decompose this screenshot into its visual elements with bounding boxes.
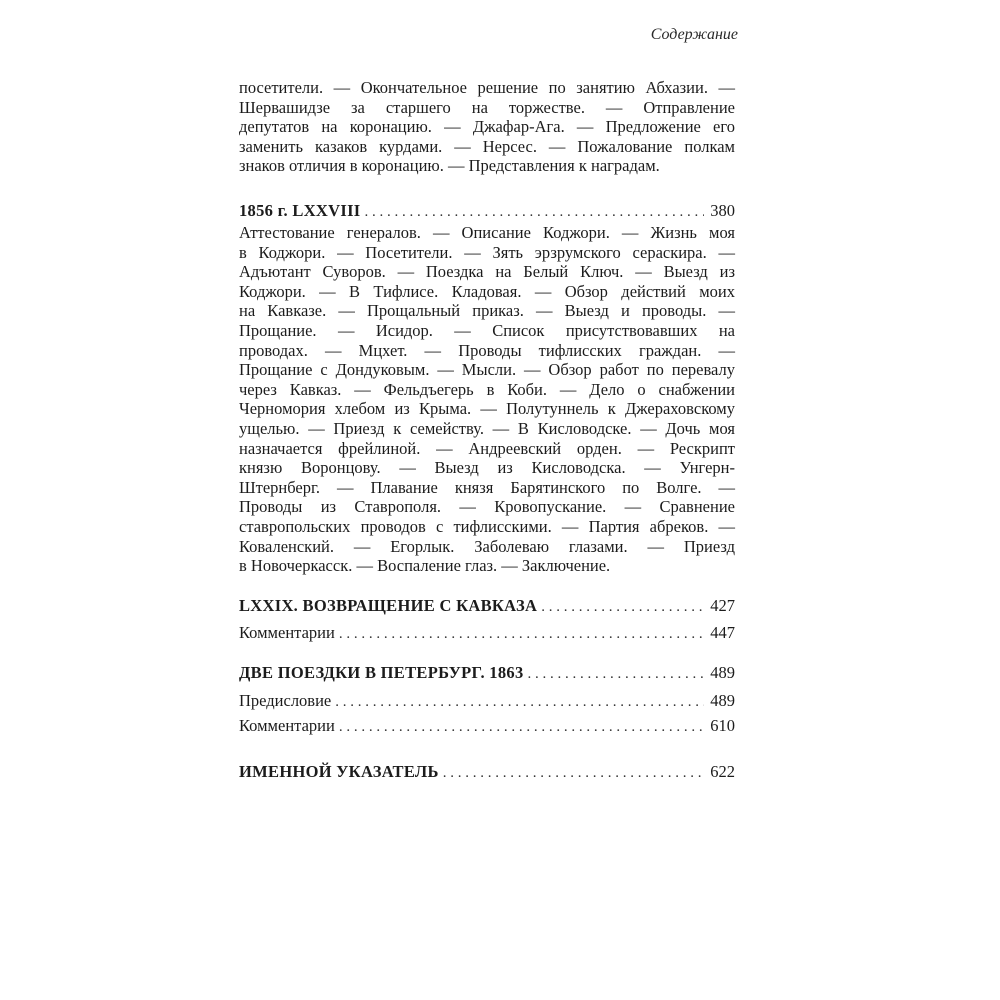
toc-entry-section[interactable]	[239, 663, 735, 683]
leader-dots	[528, 666, 705, 683]
toc-entry-title: Комментарии	[239, 716, 335, 735]
toc-entry-chapter[interactable]	[239, 596, 735, 616]
summary-line: ставропольских проводов с тифлисскими. — Партия абреков. —	[239, 516, 735, 536]
summary-line: назначается фрейлиной. — Андреевский орден. — Рескрипт	[239, 438, 735, 458]
toc-entry-title: ИМЕННОЙ УКАЗАТЕЛЬ	[239, 762, 439, 781]
summary-line: в Новочеркасск. — Воспаление глаз. — Заключение.	[239, 556, 611, 576]
summary-line: князю Воронцову. — Выезд из Кисловодска. — Унгерн-	[239, 458, 735, 478]
summary-line: Коджори. — В Тифлисе. Кладовая. — Обзор действий моих	[239, 281, 735, 301]
summary-line: Штернберг. — Плавание князя Барятинского по Волге. —	[239, 477, 735, 497]
chapter-summary	[239, 223, 735, 576]
toc-page-number: 610	[710, 716, 735, 735]
summary-line: Аттестование генералов. — Описание Коджори. — Жизнь моя	[239, 223, 735, 242]
toc-entry-title: LXXIX. ВОЗВРАЩЕНИЕ С КАВКАЗА	[239, 596, 538, 615]
summary-line: Коваленский. — Егорлык. Заболеваю глазами. — Приезд	[239, 536, 735, 556]
toc-entry-1856[interactable]	[239, 201, 735, 221]
toc-entry-title: ДВЕ ПОЕЗДКИ В ПЕТЕРБУРГ. 1863	[239, 663, 524, 682]
summary-line: Проводы из Ставрополя. — Кровопускание. — Сравнение	[239, 497, 735, 517]
summary-line: Прощание с Дондуковым. — Мысли. — Обзор работ по перевалу	[239, 360, 735, 380]
paragraph-line: депутатов на коронацию. — Джафар-Ага. — Предложение его	[239, 117, 735, 137]
leader-dots	[339, 626, 704, 643]
summary-line: ущелью. — Приезд к семейству. — В Кисловодске. — Дочь моя	[239, 418, 735, 438]
summary-line: Адъютант Суворов. — Поездка на Белый Ключ. — Выезд из	[239, 262, 735, 282]
toc-entry-comments[interactable]	[239, 716, 735, 736]
toc-page-number: 489	[710, 691, 735, 710]
toc-entry-title: Комментарии	[239, 623, 335, 642]
toc-page-number: 427	[710, 596, 735, 615]
summary-line: на Кавказе. — Прощальный приказ. — Выезд и проводы. —	[239, 301, 735, 321]
toc-entry-comments[interactable]	[239, 623, 735, 643]
continued-paragraph	[239, 78, 735, 176]
summary-line: Черномория хлебом из Крыма. — Полутуннель к Джераховскому	[239, 399, 735, 419]
toc-page-number: 622	[710, 762, 735, 781]
paragraph-line: знаков отличия в коронацию. — Представления к наградам.	[239, 156, 660, 176]
summary-line: Прощание. — Исидор. — Список присутствовавших на	[239, 320, 735, 340]
summary-line: в Коджори. — Посетители. — Зять эрзрумского сераскира. —	[239, 242, 735, 262]
leader-dots	[541, 599, 704, 616]
toc-page-number: 380	[710, 201, 735, 220]
leader-dots	[443, 765, 705, 782]
running-head: Содержание	[650, 26, 738, 43]
summary-line: через Кавказ. — Фельдъегерь в Коби. — Дело о снабжении	[239, 379, 735, 399]
toc-entry-title: 1856 г. LXXVIII	[239, 201, 361, 220]
summary-line: проводах. — Мцхет. — Проводы тифлисских граждан. —	[239, 340, 735, 360]
toc-page-number: 489	[710, 663, 735, 682]
paragraph-line: заменить казаков курдами. — Нерсес. — Пожалование полкам	[239, 136, 735, 156]
toc-page-number: 447	[710, 623, 735, 642]
toc-entry-index[interactable]	[239, 762, 735, 782]
leader-dots	[335, 694, 704, 711]
leader-dots	[339, 719, 704, 736]
toc-entry-preface[interactable]	[239, 691, 735, 711]
paragraph-line: посетители. — Окончательное решение по занятию Абхазии. —	[239, 78, 735, 97]
paragraph-line: Шервашидзе за старшего на торжестве. — Отправление	[239, 97, 735, 117]
leader-dots	[365, 204, 705, 221]
toc-entry-title: Предисловие	[239, 691, 332, 710]
